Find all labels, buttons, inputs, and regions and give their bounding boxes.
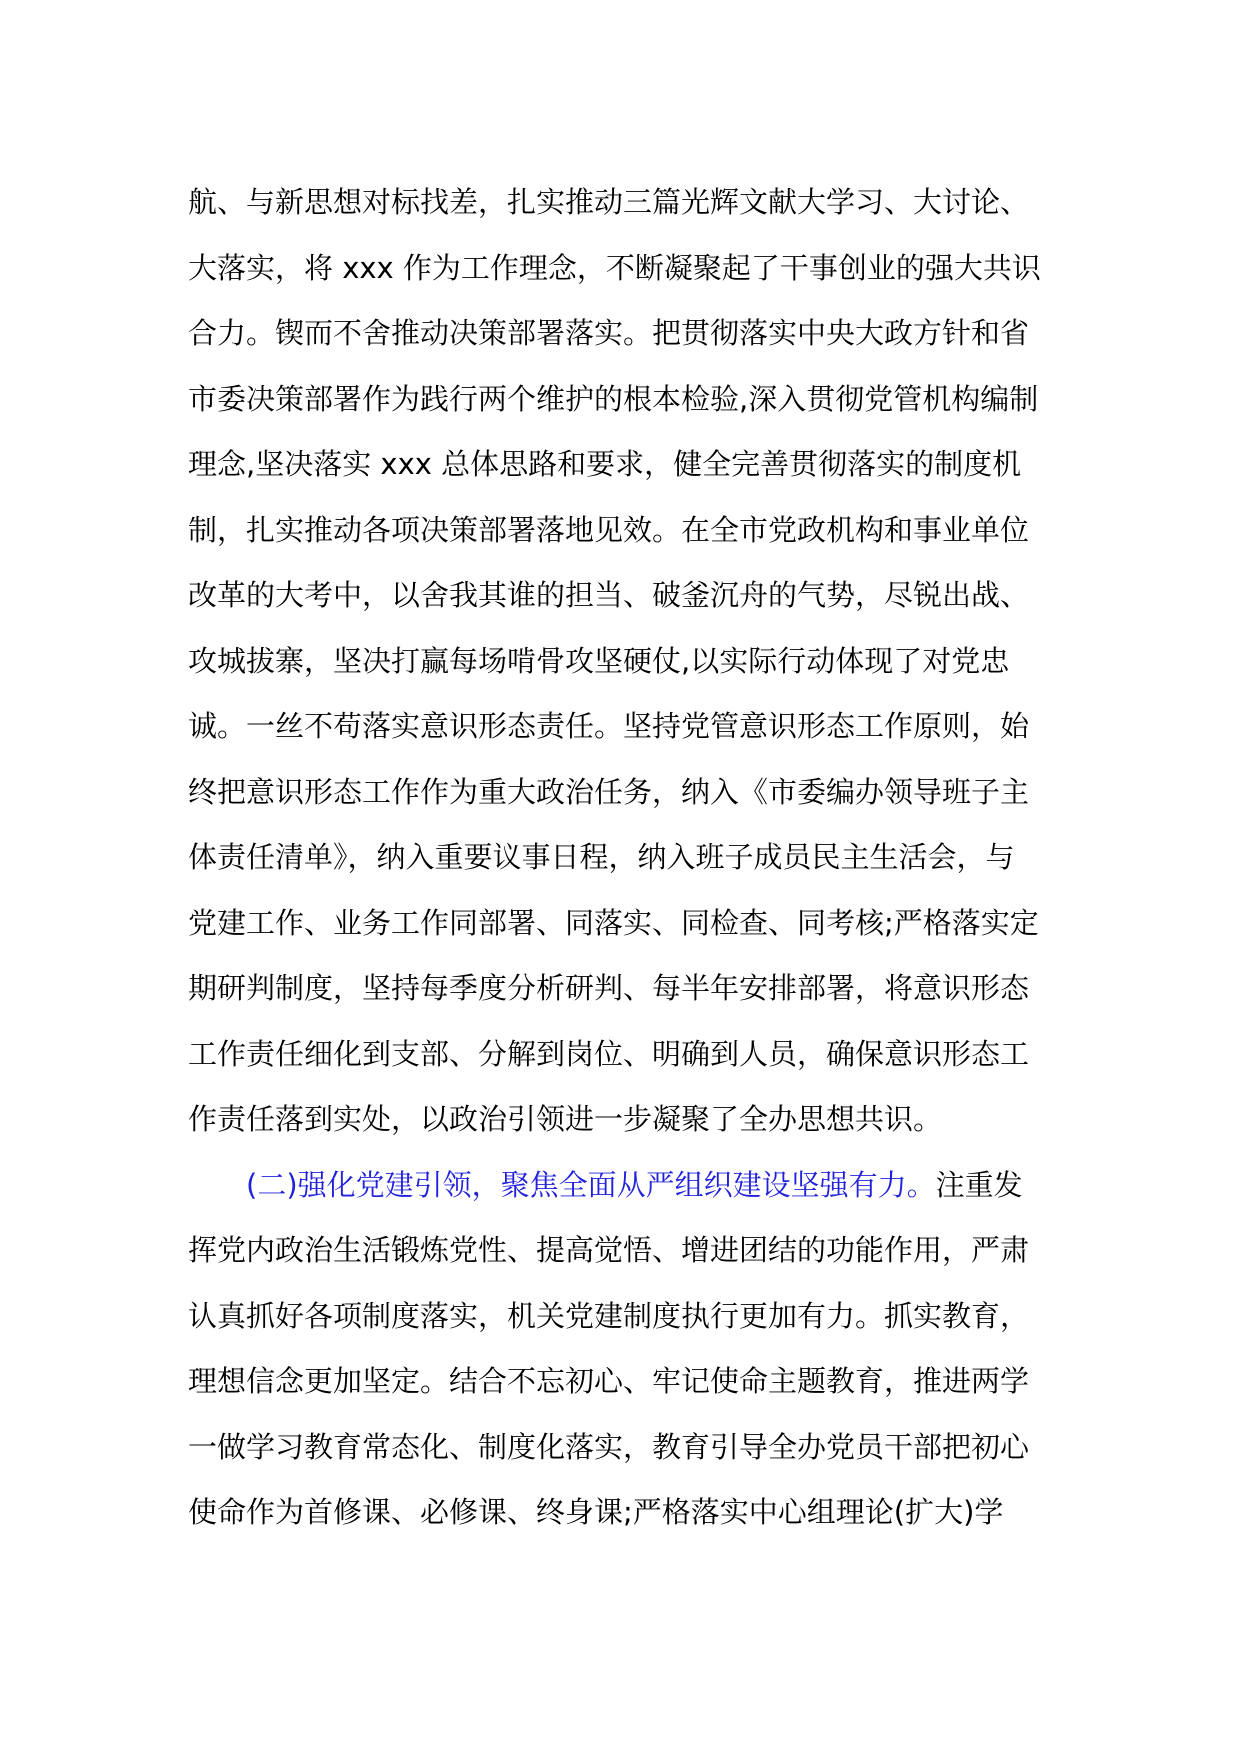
body-line: 一做学习教育常态化、制度化落实，教育引导全办党员干部把初心 bbox=[188, 1429, 1030, 1464]
body-line: 诚。一丝不苟落实意识形态责任。坚持党管意识形态工作原则，始 bbox=[188, 709, 1030, 743]
body-line: 终把意识形态工作作为重大政治任务，纳入《市委编办领导班子主 bbox=[188, 774, 1030, 809]
paragraph-2-first-line bbox=[188, 1153, 1068, 1219]
body-line: 体责任清单》，纳入重要议事日程，纳入班子成员民主生活会，与 bbox=[188, 840, 1015, 874]
paragraph-1 bbox=[188, 170, 1068, 1153]
body-line: 期研判制度，坚持每季度分析研判、每半年安排部署，将意识形态 bbox=[188, 971, 1030, 1005]
body-line: 认真抓好各项制度落实，机关党建制度执行更加有力。抓实教育， bbox=[188, 1298, 1030, 1333]
heading-continuation: 注重发 bbox=[935, 1167, 1023, 1202]
body-line: 挥党内政治生活锻炼党性、提高觉悟、增进团结的功能作用，严肃 bbox=[188, 1233, 1030, 1267]
body-line: 使命作为首修课、必修课、终身课;严格落实中心组理论(扩大)学 bbox=[188, 1495, 1004, 1529]
body-line: 党建工作、业务工作同部署、同落实、同检查、同考核;严格落实定 bbox=[188, 905, 1039, 940]
body-line: 理念,坚决落实 xxx 总体思路和要求，健全完善贯彻落实的制度机 bbox=[188, 447, 1022, 481]
body-line: 工作责任细化到支部、分解到岗位、明确到人员，确保意识形态工 bbox=[188, 1036, 1030, 1071]
body-line: 航、与新思想对标找差，扎实推动三篇光辉文献大学习、大讨论、 bbox=[188, 185, 1030, 219]
body-line: 改革的大考中，以舍我其谁的担当、破釜沉舟的气势，尽锐出战、 bbox=[188, 578, 1030, 612]
paragraph-2 bbox=[188, 1153, 1068, 1546]
body-line: 合力。锲而不舍推动决策部署落实。把贯彻落实中央大政方针和省 bbox=[188, 316, 1030, 350]
body-line: 制，扎实推动各项决策部署落地见效。在全市党政机构和事业单位 bbox=[188, 512, 1030, 547]
document-body bbox=[188, 170, 1068, 1546]
section-heading: (二)强化党建引领，聚焦全面从严组织建设坚强有力。 bbox=[246, 1167, 936, 1202]
body-line: 攻城拔寨，坚决打赢每场啃骨攻坚硬仗,以实际行动体现了对党忠 bbox=[188, 643, 1010, 678]
body-line: 市委决策部署作为践行两个维护的根本检验,深入贯彻党管机构编制 bbox=[188, 381, 1039, 416]
body-line: 理想信念更加坚定。结合不忘初心、牢记使命主题教育，推进两学 bbox=[188, 1364, 1030, 1398]
body-line: 作责任落到实处，以政治引领进一步凝聚了全办思想共识。 bbox=[188, 1102, 943, 1136]
body-line: 大落实，将 xxx 作为工作理念，不断凝聚起了干事创业的强大共识 bbox=[188, 250, 1041, 285]
